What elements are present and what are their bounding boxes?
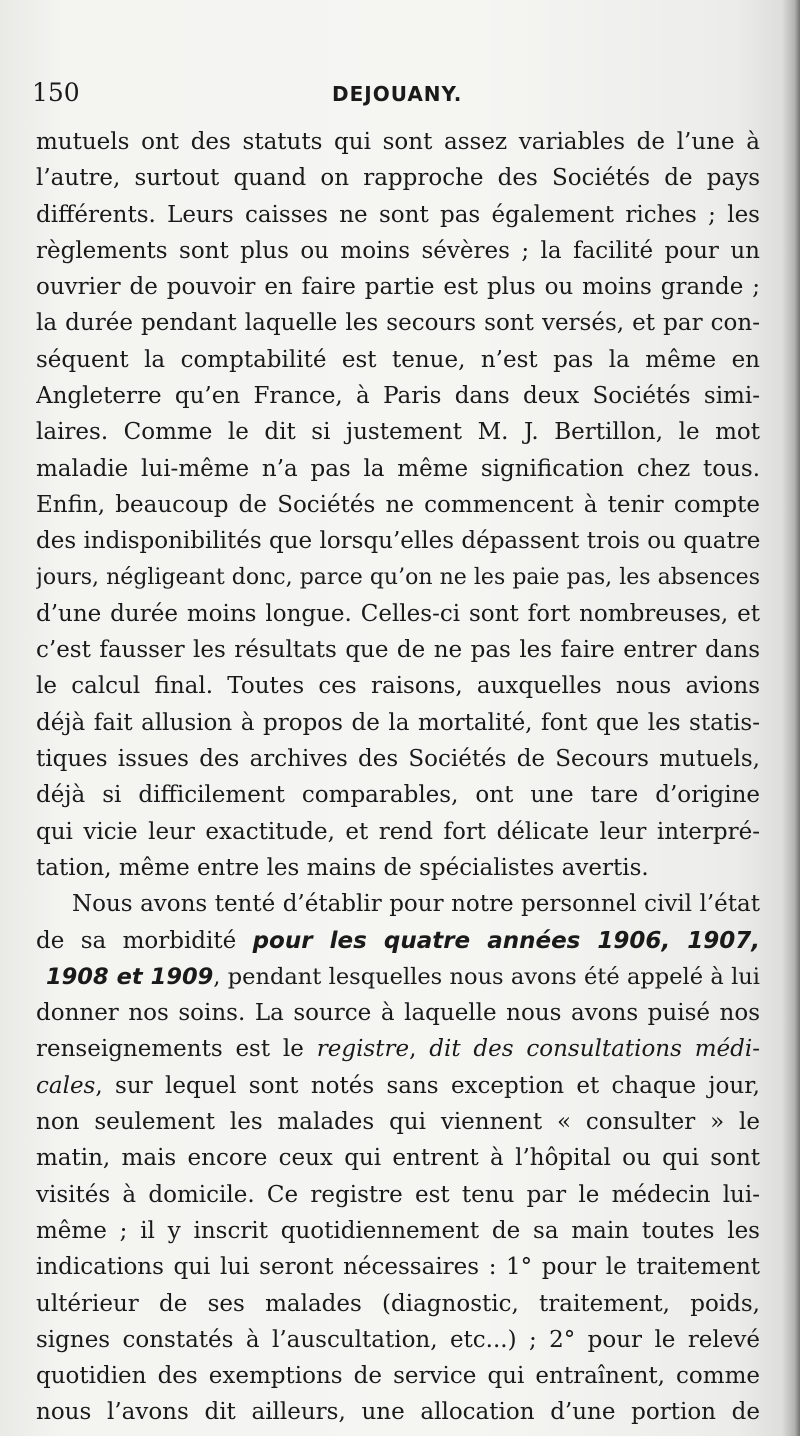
text-run: , sur lequel sont notés sans exception et chaque jour,	[95, 1072, 760, 1099]
running-head: DEJOUANY.	[332, 82, 463, 106]
text-line: des indisponibilités que lorsqu’elles dépassent trois ou quatre	[36, 528, 760, 555]
text-line: quotidien des exemptions de service qui entraînent, comme	[36, 1363, 760, 1390]
text-line: tiques issues des archives des Sociétés de Secours mutuels,	[36, 746, 760, 773]
text-line: Nous avons tenté d’établir pour notre personnel civil l’état	[72, 891, 760, 918]
text-line: signes constatés à l’auscultation, etc...) ; 2° pour le relevé	[36, 1326, 760, 1353]
text-line: tation, même entre les mains de spécialistes avertis.	[36, 854, 649, 881]
text-run: , pendant lesquelles nous avons été appelé à lui	[213, 963, 760, 990]
text-line: non seulement les malades qui viennent « consulter » le	[36, 1109, 760, 1136]
text-line: indications qui lui seront nécessaires : 1° pour le traitement	[36, 1254, 760, 1281]
text-line	[36, 959, 760, 995]
text-line: même ; il y inscrit quotidiennement de sa main toutes les	[36, 1217, 760, 1244]
text-line: donner nos soins. La source à laquelle nous avons puisé nos	[36, 1000, 760, 1027]
text-line: l’autre, surtout quand on rapproche des Sociétés de pays	[36, 165, 760, 192]
text-line: mutuels ont des statuts qui sont assez variables de l’une à	[36, 129, 760, 155]
page-header	[32, 78, 757, 114]
text-line: différents. Leurs caisses ne sont pas également riches ; les	[36, 201, 760, 228]
text-line: Enfin, beaucoup de Sociétés ne commencent à tenir compte	[36, 491, 760, 518]
text-line: nous l’avons dit ailleurs, une allocation d’une portion de	[36, 1399, 760, 1426]
italic-run: dit des consultations médi-	[429, 1036, 760, 1063]
text-line	[36, 923, 760, 959]
page-edge-shadow	[782, 0, 800, 1436]
page-number: 150	[32, 78, 80, 107]
text-line: maladie lui-même n’a pas la même signification chez tous.	[36, 455, 760, 482]
text-line	[36, 1068, 760, 1104]
text-line: qui vicie leur exactitude, et rend fort délicate leur interpré-	[36, 818, 760, 845]
emphasis-run: 1908 et 1909	[46, 963, 214, 990]
text-line: la durée pendant laquelle les secours sont versés, et par con-	[36, 310, 760, 337]
text-line: déjà fait allusion à propos de la mortalité, font que les statis-	[36, 709, 760, 736]
text-line: d’une durée moins longue. Celles-ci sont fort nombreuses, et	[36, 600, 760, 627]
text-run: de sa morbidité	[36, 927, 253, 954]
emphasis-run: pour les quatre années 1906, 1907,	[252, 927, 760, 954]
text-line: déjà si difficilement comparables, ont une tare d’origine	[36, 782, 760, 809]
italic-run: registre	[316, 1036, 410, 1063]
text-line: c’est fausser les résultats que de ne pas les faire entrer dans	[36, 637, 760, 664]
text-line	[36, 1031, 760, 1067]
text-line: séquent la comptabilité est tenue, n’est pas la même en	[36, 346, 760, 373]
text-line: le calcul final. Toutes ces raisons, auxquelles nous avions	[36, 673, 760, 700]
text-line: règlements sont plus ou moins sévères ; la facilité pour un	[36, 237, 760, 264]
text-line: jours, négligeant donc, parce qu’on ne les paie pas, les absences	[36, 564, 760, 590]
text-run: renseignements est le	[36, 1036, 317, 1063]
text-line: ultérieur de ses malades (diagnostic, traitement, poids,	[36, 1290, 760, 1317]
text-line: ouvrier de pouvoir en faire partie est plus ou moins grande ;	[36, 274, 760, 301]
text-run: ,	[409, 1036, 430, 1063]
text-line: visités à domicile. Ce registre est tenu par le médecin lui-	[36, 1181, 760, 1208]
text-line: laires. Comme le dit si justement M. J. Bertillon, le mot	[36, 419, 760, 446]
text-line: matin, mais encore ceux qui entrent à l’hôpital ou qui sont	[36, 1145, 760, 1172]
text-line: Angleterre qu’en France, à Paris dans deux Sociétés simi-	[36, 383, 760, 410]
body-text	[36, 124, 760, 1431]
italic-run: cales	[36, 1072, 96, 1099]
